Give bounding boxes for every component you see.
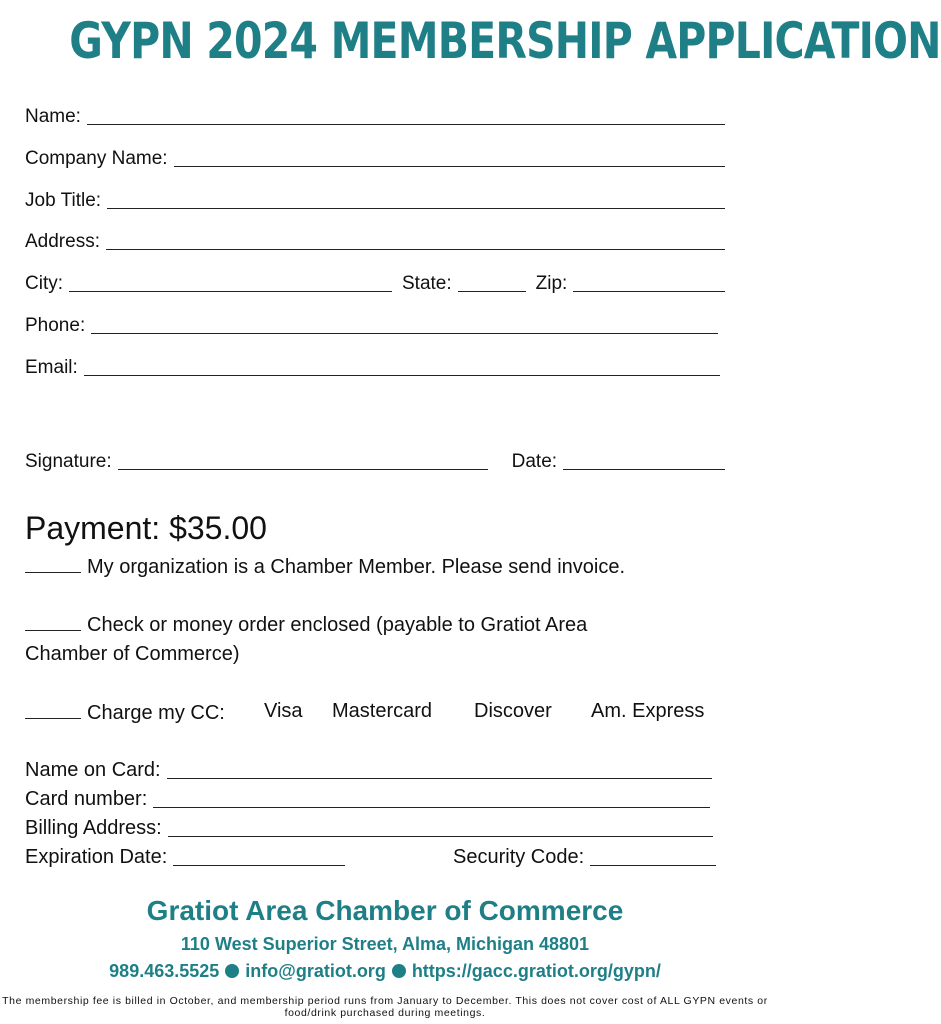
date-field[interactable]	[563, 449, 725, 470]
job-title-field[interactable]	[107, 188, 725, 209]
signature-field[interactable]	[118, 449, 488, 470]
zip-label: Zip:	[535, 273, 568, 294]
org-address: 110 West Superior Street, Alma, Michigan 48801	[180, 934, 590, 954]
state-label: State:	[402, 273, 452, 294]
name-on-card-label: Name on Card:	[25, 759, 161, 781]
address-row	[25, 229, 725, 253]
org-contact-line	[0, 961, 770, 982]
expiration-label: Expiration Date:	[25, 846, 168, 868]
org-email[interactable]: info@gratiot.org	[245, 961, 386, 981]
phone-field[interactable]	[91, 313, 718, 334]
signature-row	[25, 449, 725, 473]
city-state-zip-row	[25, 271, 725, 295]
signature-label: Signature:	[25, 451, 112, 472]
city-field[interactable]	[69, 271, 392, 292]
org-name: Gratiot Area Chamber of Commerce	[146, 895, 624, 926]
page-title: GYPN 2024 MEMBERSHIP APPLICATION	[69, 12, 941, 70]
payment-title: Payment: $35.00	[25, 510, 267, 546]
address-label: Address:	[25, 231, 100, 252]
city-label: City:	[25, 273, 63, 294]
member-option-text: My organization is a Chamber Member. Please send invoice.	[87, 556, 626, 578]
email-field[interactable]	[84, 355, 720, 376]
billing-address-row	[25, 816, 713, 840]
name-row	[25, 104, 725, 128]
security-code-label: Security Code:	[453, 846, 585, 868]
security-code-row	[453, 845, 716, 869]
name-field[interactable]	[87, 104, 725, 125]
job-title-label: Job Title:	[25, 190, 102, 211]
card-number-label: Card number:	[25, 788, 148, 810]
email-label: Email:	[25, 357, 78, 378]
job-title-row	[25, 188, 725, 212]
state-field[interactable]	[458, 271, 526, 292]
check-option-text: Check or money order enclosed (payable to Gratiot Area Chamber of Commerce)	[25, 614, 588, 665]
card-number-row	[25, 787, 710, 811]
payment-option-member	[25, 553, 725, 582]
name-on-card-row	[25, 758, 712, 782]
footer-note: The membership fee is billed in October, and membership period runs from January to December. This does not cover cost of ALL GYPN events or food/drink purchased during meetings.	[2, 995, 768, 1019]
billing-address-field[interactable]	[168, 816, 713, 837]
expiration-row	[25, 845, 345, 869]
card-option-visa[interactable]: Visa	[264, 700, 303, 722]
security-code-field[interactable]	[590, 845, 716, 866]
org-phone[interactable]: 989.463.5525	[109, 961, 220, 981]
phone-label: Phone:	[25, 315, 86, 336]
cc-checkbox-blank[interactable]	[25, 700, 81, 719]
date-label: Date:	[511, 451, 558, 472]
check-checkbox-blank[interactable]	[25, 612, 81, 631]
cc-option-text: Charge my CC:	[87, 702, 225, 724]
name-on-card-field[interactable]	[167, 758, 712, 779]
member-checkbox-blank[interactable]	[25, 554, 81, 573]
expiration-field[interactable]	[173, 845, 345, 866]
name-label: Name:	[25, 106, 81, 127]
card-option-amex[interactable]: Am. Express	[591, 700, 705, 722]
payment-option-check	[25, 611, 675, 669]
email-row	[25, 355, 720, 379]
company-field[interactable]	[174, 146, 725, 167]
billing-address-label: Billing Address:	[25, 817, 162, 839]
card-number-field[interactable]	[153, 787, 710, 808]
phone-row	[25, 313, 718, 337]
company-label: Company Name:	[25, 148, 168, 169]
org-website[interactable]: https://gacc.gratiot.org/gypn/	[411, 961, 661, 981]
card-option-mastercard[interactable]: Mastercard	[332, 700, 433, 722]
bullet-dot-icon	[225, 964, 239, 978]
card-option-discover[interactable]: Discover	[474, 700, 552, 722]
address-field[interactable]	[106, 229, 725, 250]
company-row	[25, 146, 725, 170]
bullet-dot-icon	[392, 964, 406, 978]
zip-field[interactable]	[573, 271, 725, 292]
